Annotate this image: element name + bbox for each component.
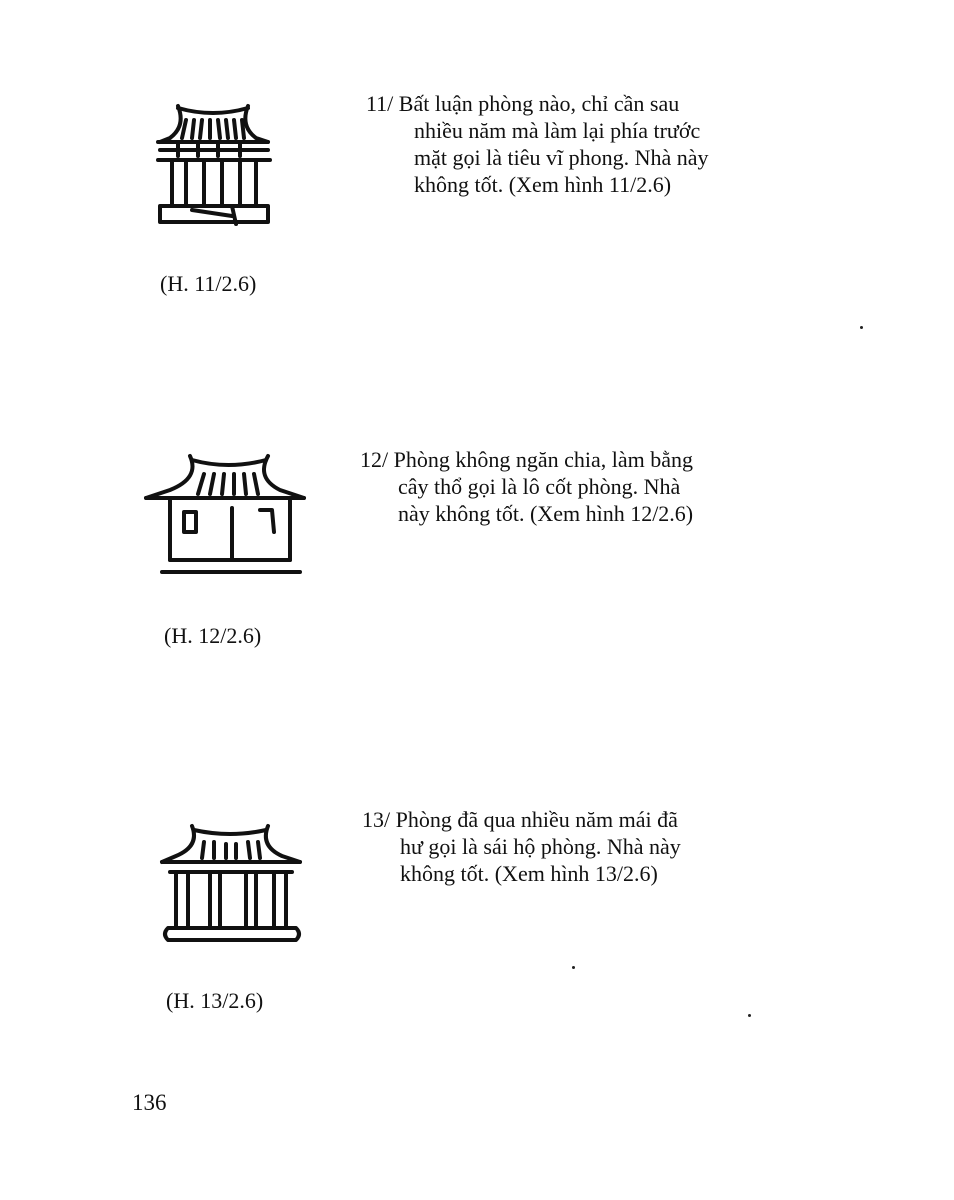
entry-line: không tốt. (Xem hình 11/2.6) — [414, 172, 672, 197]
entry-line: nhiều năm mà làm lại phía trước — [414, 118, 701, 143]
entry-number: 11/ — [366, 91, 394, 116]
scan-speck — [748, 1014, 751, 1017]
house-drawing-12 — [140, 448, 310, 578]
figure-caption-11: (H. 11/2.6) — [160, 271, 257, 296]
entry-12 — [360, 446, 693, 527]
entry-number: 12/ — [360, 447, 389, 472]
entry-line: cây thổ gọi là lô cốt phòng. Nhà — [398, 474, 681, 499]
page-number: 136 — [132, 1090, 167, 1115]
house-drawing-13 — [156, 820, 306, 948]
scan-speck — [572, 966, 575, 969]
figure-caption-13: (H. 13/2.6) — [166, 988, 264, 1013]
figure-caption-12: (H. 12/2.6) — [164, 623, 262, 648]
house-drawing-11 — [148, 98, 278, 238]
house-figure-12 — [140, 448, 310, 578]
house-figure-13 — [156, 820, 306, 948]
entry-11 — [366, 90, 709, 198]
entry-line: này không tốt. (Xem hình 12/2.6) — [398, 501, 694, 526]
entry-line: Phòng không ngăn chia, làm bằng — [393, 447, 694, 472]
entry-13 — [362, 806, 681, 887]
entry-line: Bất luận phòng nào, chỉ cần sau — [398, 91, 680, 116]
entry-number: 13/ — [362, 807, 391, 832]
entry-line: không tốt. (Xem hình 13/2.6) — [400, 861, 658, 886]
scan-speck — [860, 326, 863, 329]
entry-line: hư gọi là sái hộ phòng. Nhà này — [400, 834, 681, 859]
house-figure-11 — [148, 98, 278, 238]
entry-line: Phòng đã qua nhiều năm mái đã — [395, 807, 678, 832]
entry-line: mặt gọi là tiêu vĩ phong. Nhà này — [414, 145, 709, 170]
